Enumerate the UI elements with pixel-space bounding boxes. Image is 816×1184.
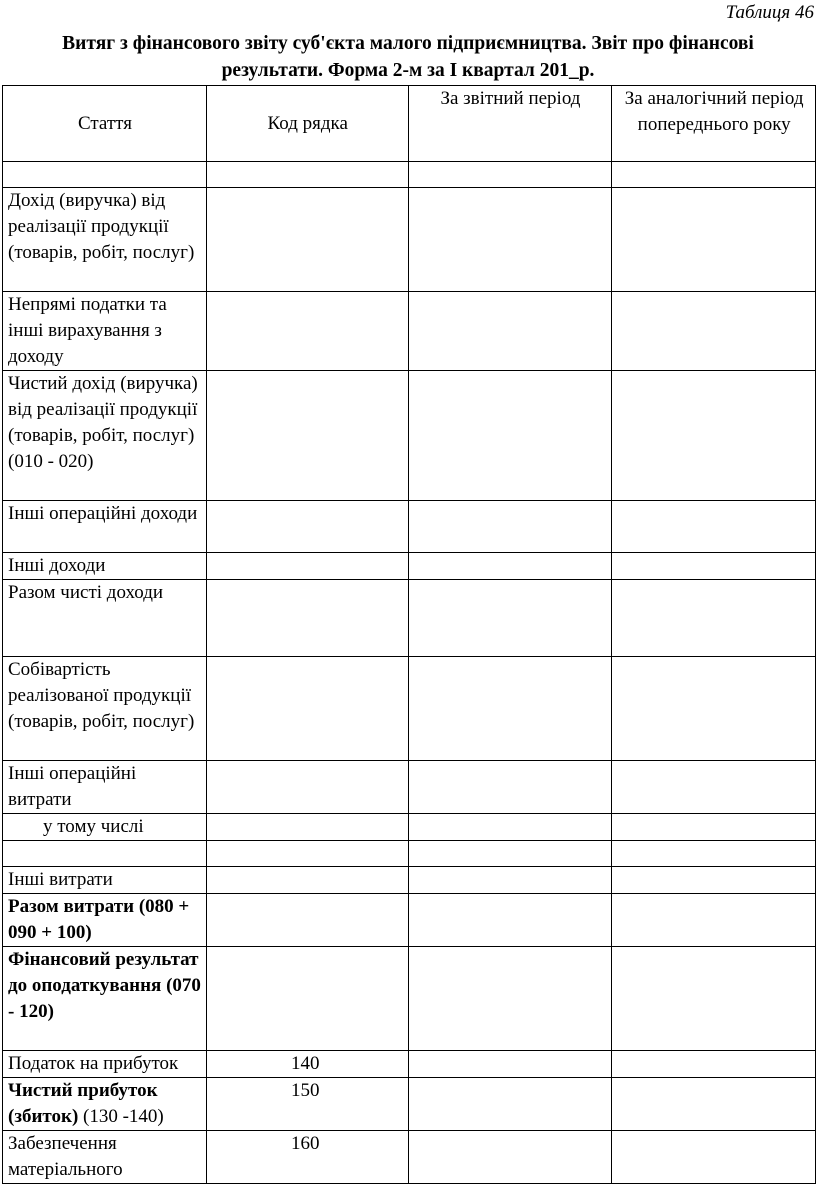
row-code <box>206 657 408 761</box>
row-label: Непрямі податки та інші вирахування з доходу <box>3 292 207 371</box>
row-code <box>206 761 408 814</box>
table-row <box>3 657 816 761</box>
table-row <box>3 761 816 814</box>
row-code <box>206 292 408 371</box>
row-label: Інші операційні доходи <box>3 501 207 553</box>
row-current-value <box>408 501 612 553</box>
row-previous-value <box>612 814 816 841</box>
row-label <box>3 1078 207 1131</box>
row-code <box>206 841 408 867</box>
row-label <box>3 841 207 867</box>
header-code: Код рядка <box>206 86 408 162</box>
row-code <box>206 814 408 841</box>
row-label: Фінансовий результат до оподаткування (070 - 120) <box>3 947 207 1051</box>
row-label: Чистий дохід (виручка) від реалізації продукції (товарів, робіт, послуг) (010 - 020) <box>3 371 207 501</box>
row-label: Собівартість реалізованої продукції (товарів, робіт, послуг) <box>3 657 207 761</box>
table-row <box>3 188 816 292</box>
row-previous-value <box>612 162 816 188</box>
table-row <box>3 1051 816 1078</box>
row-current-value <box>408 553 612 580</box>
row-current-value <box>408 761 612 814</box>
row-label: Податок на прибуток <box>3 1051 207 1078</box>
table-row <box>3 580 816 657</box>
document-title: Витяг з фінансового звіту суб'єкта малого підприємництва. Звіт про фінансові результати. Форма 2-м за І квартал 201_р. <box>62 33 754 81</box>
row-current-value <box>408 841 612 867</box>
row-previous-value <box>612 1131 816 1184</box>
row-label: Разом чисті доходи <box>3 580 207 657</box>
row-label-formula: (130 -140) <box>78 1106 164 1127</box>
row-current-value <box>408 188 612 292</box>
row-previous-value <box>612 553 816 580</box>
row-current-value <box>408 867 612 894</box>
row-label: Разом витрати (080 + 090 + 100) <box>3 894 207 947</box>
row-code <box>206 553 408 580</box>
row-current-value <box>408 814 612 841</box>
row-current-value <box>408 162 612 188</box>
row-code <box>206 371 408 501</box>
row-current-value <box>408 894 612 947</box>
row-previous-value <box>612 761 816 814</box>
table-row <box>3 553 816 580</box>
table-row <box>3 371 816 501</box>
row-current-value <box>408 1078 612 1131</box>
table-row <box>3 1131 816 1184</box>
row-current-value <box>408 292 612 371</box>
row-label: Забезпечення матеріального <box>3 1131 207 1184</box>
row-code <box>206 947 408 1051</box>
row-code <box>206 580 408 657</box>
row-label: Дохід (виручка) від реалізації продукції (товарів, робіт, послуг) <box>3 188 207 292</box>
row-current-value <box>408 1131 612 1184</box>
table-row <box>3 841 816 867</box>
row-current-value <box>408 580 612 657</box>
row-previous-value <box>612 580 816 657</box>
row-previous-value <box>612 841 816 867</box>
row-code <box>206 162 408 188</box>
header-current-period: За звітний період <box>408 86 612 162</box>
header-previous-period: За аналогічний період попереднього року <box>612 86 816 162</box>
row-code: 140 <box>206 1051 408 1078</box>
table-row <box>3 501 816 553</box>
table-row <box>3 894 816 947</box>
table-row <box>3 292 816 371</box>
table-row <box>3 867 816 894</box>
table-row <box>3 1078 816 1131</box>
row-previous-value <box>612 292 816 371</box>
row-previous-value <box>612 947 816 1051</box>
row-label: Інші витрати <box>3 867 207 894</box>
header-article: Стаття <box>3 86 207 162</box>
row-previous-value <box>612 371 816 501</box>
row-previous-value <box>612 501 816 553</box>
row-current-value <box>408 947 612 1051</box>
table-caption: Таблиця 46 <box>725 2 814 23</box>
row-current-value <box>408 371 612 501</box>
row-code <box>206 501 408 553</box>
row-current-value <box>408 657 612 761</box>
table-row <box>3 814 816 841</box>
row-label-bold: Чистий прибуток (збиток) <box>8 1080 158 1127</box>
row-label <box>3 162 207 188</box>
row-code <box>206 894 408 947</box>
row-previous-value <box>612 894 816 947</box>
table-row <box>3 947 816 1051</box>
row-code: 160 <box>206 1131 408 1184</box>
row-previous-value <box>612 188 816 292</box>
row-code <box>206 188 408 292</box>
row-previous-value <box>612 1078 816 1131</box>
table-header-row <box>3 86 816 162</box>
row-previous-value <box>612 657 816 761</box>
row-label: Інші доходи <box>3 553 207 580</box>
row-code: 150 <box>206 1078 408 1131</box>
row-previous-value <box>612 1051 816 1078</box>
table-row <box>3 162 816 188</box>
row-previous-value <box>612 867 816 894</box>
row-label: Інші операційні витрати <box>3 761 207 814</box>
row-current-value <box>408 1051 612 1078</box>
row-label: у тому числі <box>3 814 207 841</box>
row-code <box>206 867 408 894</box>
financial-report-table <box>2 85 816 1184</box>
